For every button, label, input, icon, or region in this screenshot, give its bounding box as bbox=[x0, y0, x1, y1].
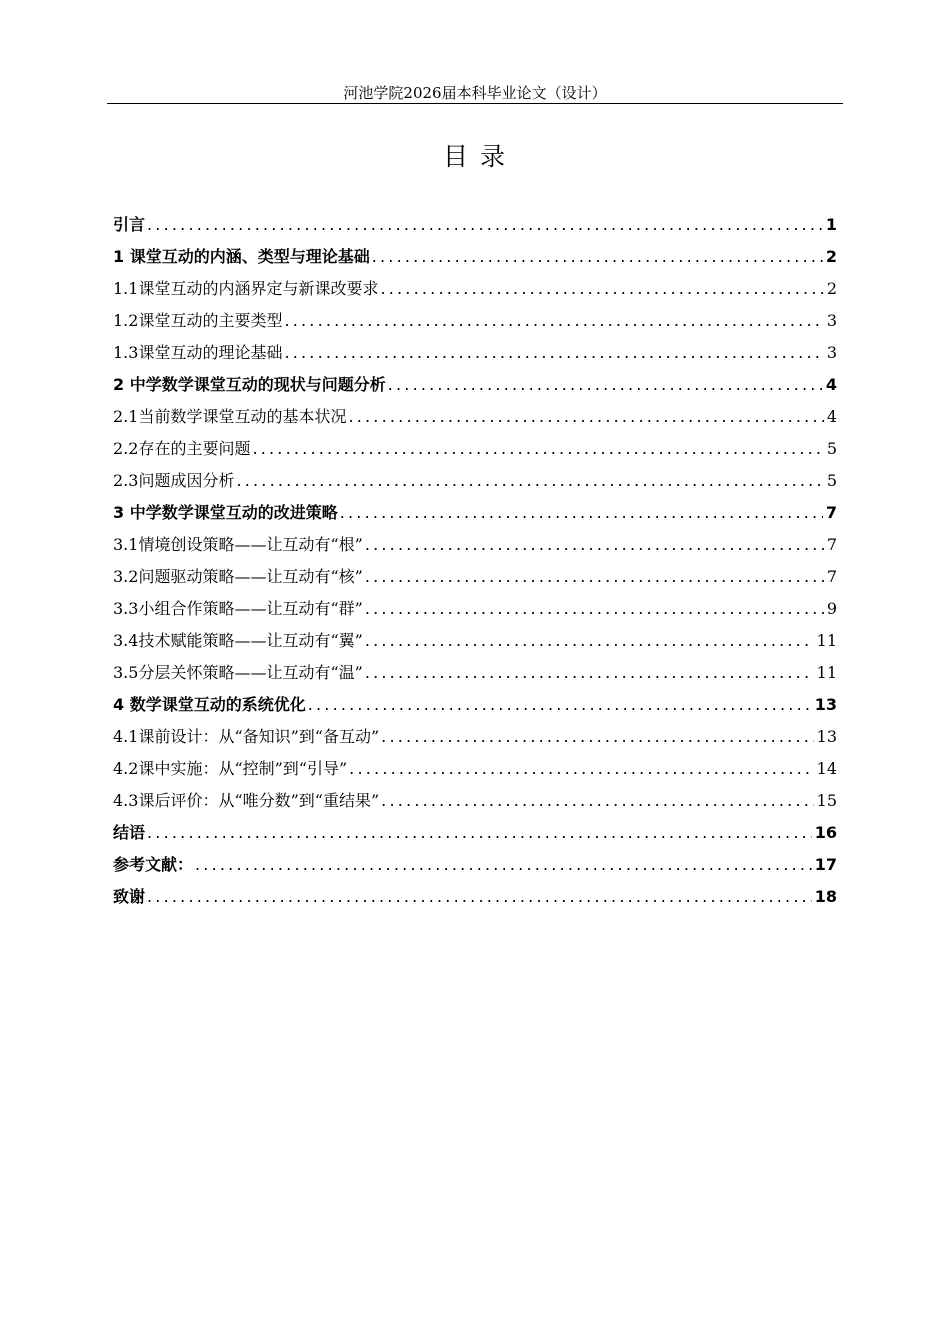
toc-entry-section-1-2[interactable] bbox=[113, 305, 837, 337]
toc-entry-references[interactable] bbox=[113, 849, 837, 881]
toc-entry-chapter-4[interactable] bbox=[113, 689, 837, 721]
toc-entry-section-1-1[interactable] bbox=[113, 273, 837, 305]
toc-page-number: 5 bbox=[826, 471, 837, 490]
toc-page-number: 16 bbox=[814, 823, 837, 842]
toc-page-number: 2 bbox=[826, 279, 837, 298]
toc-entry-label: 2.2存在的主要问题 bbox=[113, 439, 251, 458]
toc-leader-dots bbox=[252, 433, 823, 465]
header-rule bbox=[107, 103, 843, 104]
toc-entry-label: 3.5分层关怀策略——让互动有“温” bbox=[113, 663, 363, 682]
toc-entry-label: 1 课堂互动的内涵、类型与理论基础 bbox=[113, 247, 370, 266]
toc-leader-dots bbox=[365, 561, 824, 593]
toc-entry-label: 1.2课堂互动的主要类型 bbox=[113, 311, 283, 330]
toc-page-number: 15 bbox=[816, 791, 837, 810]
toc-page-number: 14 bbox=[816, 759, 837, 778]
toc-leader-dots bbox=[284, 337, 823, 369]
table-of-contents bbox=[113, 209, 837, 913]
toc-page-number: 4 bbox=[826, 407, 837, 426]
toc-leader-dots bbox=[381, 785, 813, 817]
toc-leader-dots bbox=[365, 529, 824, 561]
toc-entry-label: 3.3小组合作策略——让互动有“群” bbox=[113, 599, 363, 618]
toc-entry-label: 1.1课堂互动的内涵界定与新课改要求 bbox=[113, 279, 379, 298]
toc-entry-section-3-2[interactable] bbox=[113, 561, 837, 593]
toc-entry-label: 致谢 bbox=[113, 887, 146, 906]
toc-page-number: 11 bbox=[816, 631, 837, 650]
toc-entry-label: 引言 bbox=[113, 215, 146, 234]
toc-entry-label: 4.3课后评价：从“唯分数”到“重结果” bbox=[113, 791, 380, 810]
toc-entry-section-3-1[interactable] bbox=[113, 529, 837, 561]
toc-page-number: 7 bbox=[825, 503, 837, 522]
toc-entry-section-4-1[interactable] bbox=[113, 721, 837, 753]
toc-entry-chapter-1[interactable] bbox=[113, 241, 837, 273]
toc-entry-label: 结语 bbox=[113, 823, 146, 842]
toc-entry-label: 3.4技术赋能策略——让互动有“翼” bbox=[113, 631, 363, 650]
toc-entry-label: 4 数学课堂互动的系统优化 bbox=[113, 695, 306, 714]
toc-leader-dots bbox=[372, 241, 823, 273]
toc-entry-section-2-2[interactable] bbox=[113, 433, 837, 465]
toc-page-number: 9 bbox=[826, 599, 837, 618]
page-title: 目 录 bbox=[443, 142, 507, 171]
toc-leader-dots bbox=[365, 657, 814, 689]
toc-entry-section-3-3[interactable] bbox=[113, 593, 837, 625]
toc-leader-dots bbox=[284, 305, 823, 337]
toc-leader-dots bbox=[147, 209, 823, 241]
toc-leader-dots bbox=[349, 753, 813, 785]
toc-entry-label: 2 中学数学课堂互动的现状与问题分析 bbox=[113, 375, 386, 394]
toc-page-number: 11 bbox=[816, 663, 837, 682]
toc-entry-label: 4.1课前设计：从“备知识”到“备互动” bbox=[113, 727, 380, 746]
toc-entry-section-3-5[interactable] bbox=[113, 657, 837, 689]
toc-leader-dots bbox=[381, 721, 813, 753]
toc-page-number: 1 bbox=[825, 215, 837, 234]
toc-entry-acknowledgements[interactable] bbox=[113, 881, 837, 913]
toc-page-number: 3 bbox=[826, 343, 837, 362]
toc-entry-introduction[interactable] bbox=[113, 209, 837, 241]
toc-page-number: 13 bbox=[814, 695, 837, 714]
toc-entry-section-4-3[interactable] bbox=[113, 785, 837, 817]
toc-entry-label: 3.2问题驱动策略——让互动有“核” bbox=[113, 567, 363, 586]
toc-entry-section-4-2[interactable] bbox=[113, 753, 837, 785]
toc-entry-label: 4.2课中实施：从“控制”到“引导” bbox=[113, 759, 348, 778]
toc-entry-chapter-3[interactable] bbox=[113, 497, 837, 529]
toc-page-number: 17 bbox=[814, 855, 837, 874]
toc-leader-dots bbox=[348, 401, 823, 433]
toc-entry-section-1-3[interactable] bbox=[113, 337, 837, 369]
running-header: 河池学院2026届本科毕业论文（设计） bbox=[343, 84, 607, 102]
toc-page-number: 3 bbox=[826, 311, 837, 330]
toc-entry-label: 1.3课堂互动的理论基础 bbox=[113, 343, 283, 362]
toc-page-number: 13 bbox=[816, 727, 837, 746]
toc-leader-dots bbox=[340, 497, 823, 529]
toc-entry-label: 2.3问题成因分析 bbox=[113, 471, 235, 490]
toc-leader-dots bbox=[236, 465, 823, 497]
toc-entry-section-3-4[interactable] bbox=[113, 625, 837, 657]
toc-leader-dots bbox=[365, 593, 824, 625]
toc-leader-dots bbox=[308, 689, 812, 721]
toc-entry-label: 3 中学数学课堂互动的改进策略 bbox=[113, 503, 338, 522]
toc-leader-dots bbox=[147, 817, 812, 849]
toc-entry-section-2-1[interactable] bbox=[113, 401, 837, 433]
toc-entry-section-2-3[interactable] bbox=[113, 465, 837, 497]
toc-leader-dots bbox=[195, 849, 812, 881]
toc-entry-chapter-2[interactable] bbox=[113, 369, 837, 401]
toc-entry-label: 2.1当前数学课堂互动的基本状况 bbox=[113, 407, 347, 426]
toc-page-number: 5 bbox=[826, 439, 837, 458]
toc-entry-label: 3.1情境创设策略——让互动有“根” bbox=[113, 535, 363, 554]
toc-page-number: 18 bbox=[814, 887, 837, 906]
toc-leader-dots bbox=[380, 273, 823, 305]
toc-page-number: 4 bbox=[825, 375, 837, 394]
toc-page-number: 7 bbox=[826, 535, 837, 554]
toc-leader-dots bbox=[147, 881, 812, 913]
toc-leader-dots bbox=[365, 625, 814, 657]
toc-page-number: 2 bbox=[825, 247, 837, 266]
toc-entry-conclusion[interactable] bbox=[113, 817, 837, 849]
toc-leader-dots bbox=[388, 369, 823, 401]
toc-entry-label: 参考文献： bbox=[113, 855, 194, 874]
toc-page-number: 7 bbox=[826, 567, 837, 586]
